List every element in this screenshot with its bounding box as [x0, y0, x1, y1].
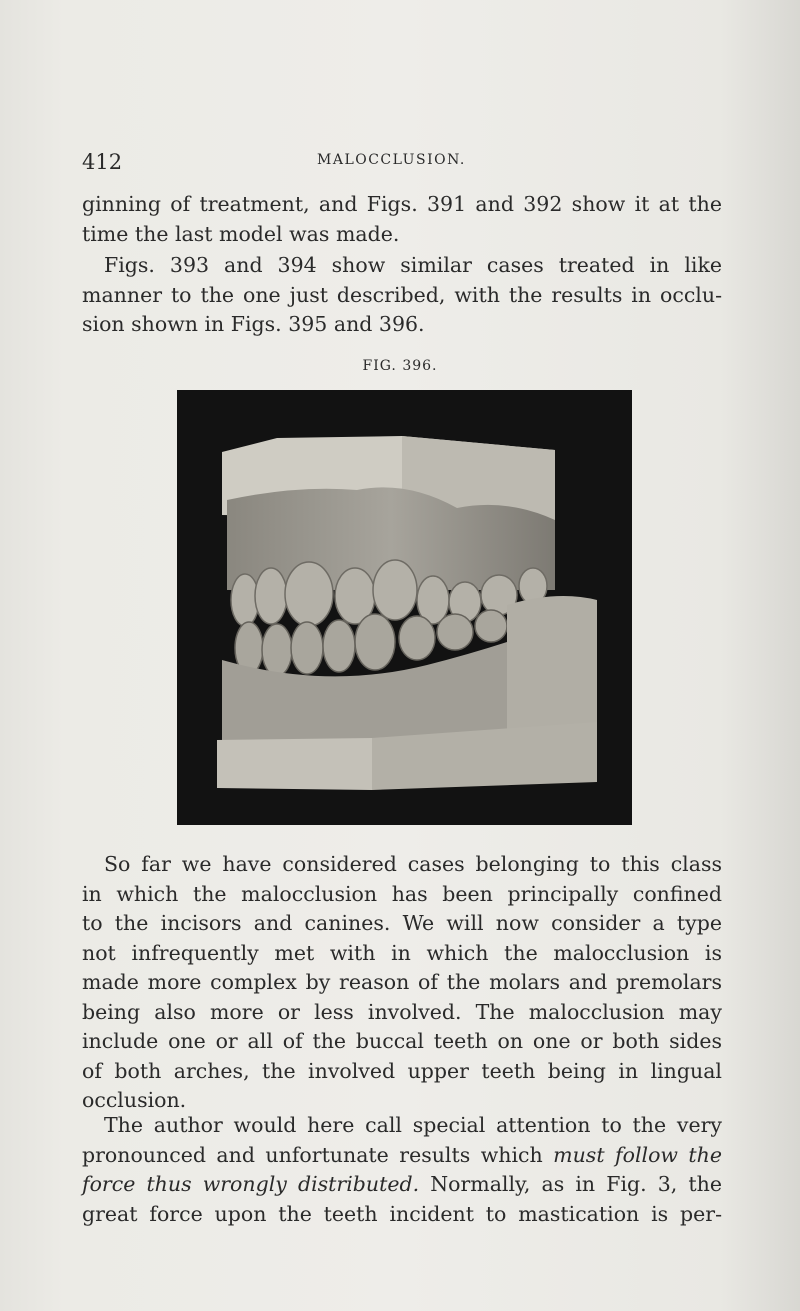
text-line: being also more or less involved. The malocclusion may — [82, 999, 722, 1024]
text-run: Normally, as in Fig. 3, the — [419, 1172, 722, 1196]
paragraph-malocclusion-type — [82, 850, 722, 1116]
text-line — [82, 1141, 722, 1171]
text-line: made more complex by reason of the molars and premolars — [82, 970, 722, 994]
text-line: So far we have considered cases belonging to this class — [104, 852, 722, 876]
paragraph-author-attention — [82, 1111, 722, 1229]
page-header — [82, 146, 722, 176]
figure-caption: FIG. 396. — [362, 358, 438, 374]
text-line: The author would here call special attention to the very — [104, 1113, 722, 1137]
text-line: great force upon the teeth incident to mastication is per- — [82, 1201, 722, 1226]
text-line: time the last model was made. — [82, 221, 400, 246]
paragraph-figs-393-394 — [82, 251, 722, 340]
emphasis-text: force thus wrongly distributed. — [82, 1172, 420, 1196]
text-line: in which the malocclusion has been principally confined — [82, 881, 722, 906]
text-line: not infrequently met with in which the malocclusion is — [82, 940, 722, 965]
page-number: 412 — [82, 150, 123, 174]
text-line: to the incisors and canines. We will now consider a type — [82, 911, 722, 935]
dental-model-photo — [177, 390, 632, 825]
text-line: include one or all of the buccal teeth on one or both sides — [82, 1029, 722, 1053]
text-line — [82, 1170, 722, 1200]
text-line: of both arches, the involved upper teeth being in lingual — [82, 1058, 722, 1083]
running-head: MALOCCLUSION. — [317, 152, 466, 168]
text-line: Figs. 393 and 394 show similar cases treated in like — [104, 253, 722, 277]
text-line: sion shown in Figs. 395 and 396. — [82, 312, 425, 336]
text-run: pronounced and unfortunate results which — [82, 1142, 554, 1167]
emphasis-text: must follow the — [553, 1142, 722, 1167]
text-line: ginning of treatment, and Figs. 391 and 392 show it at the — [82, 192, 722, 216]
text-line: manner to the one just described, with the results in occlu- — [82, 282, 722, 307]
text-line: occlusion. — [82, 1088, 187, 1112]
dental-cast-illustration — [177, 390, 632, 825]
paragraph-continuation — [82, 190, 722, 249]
